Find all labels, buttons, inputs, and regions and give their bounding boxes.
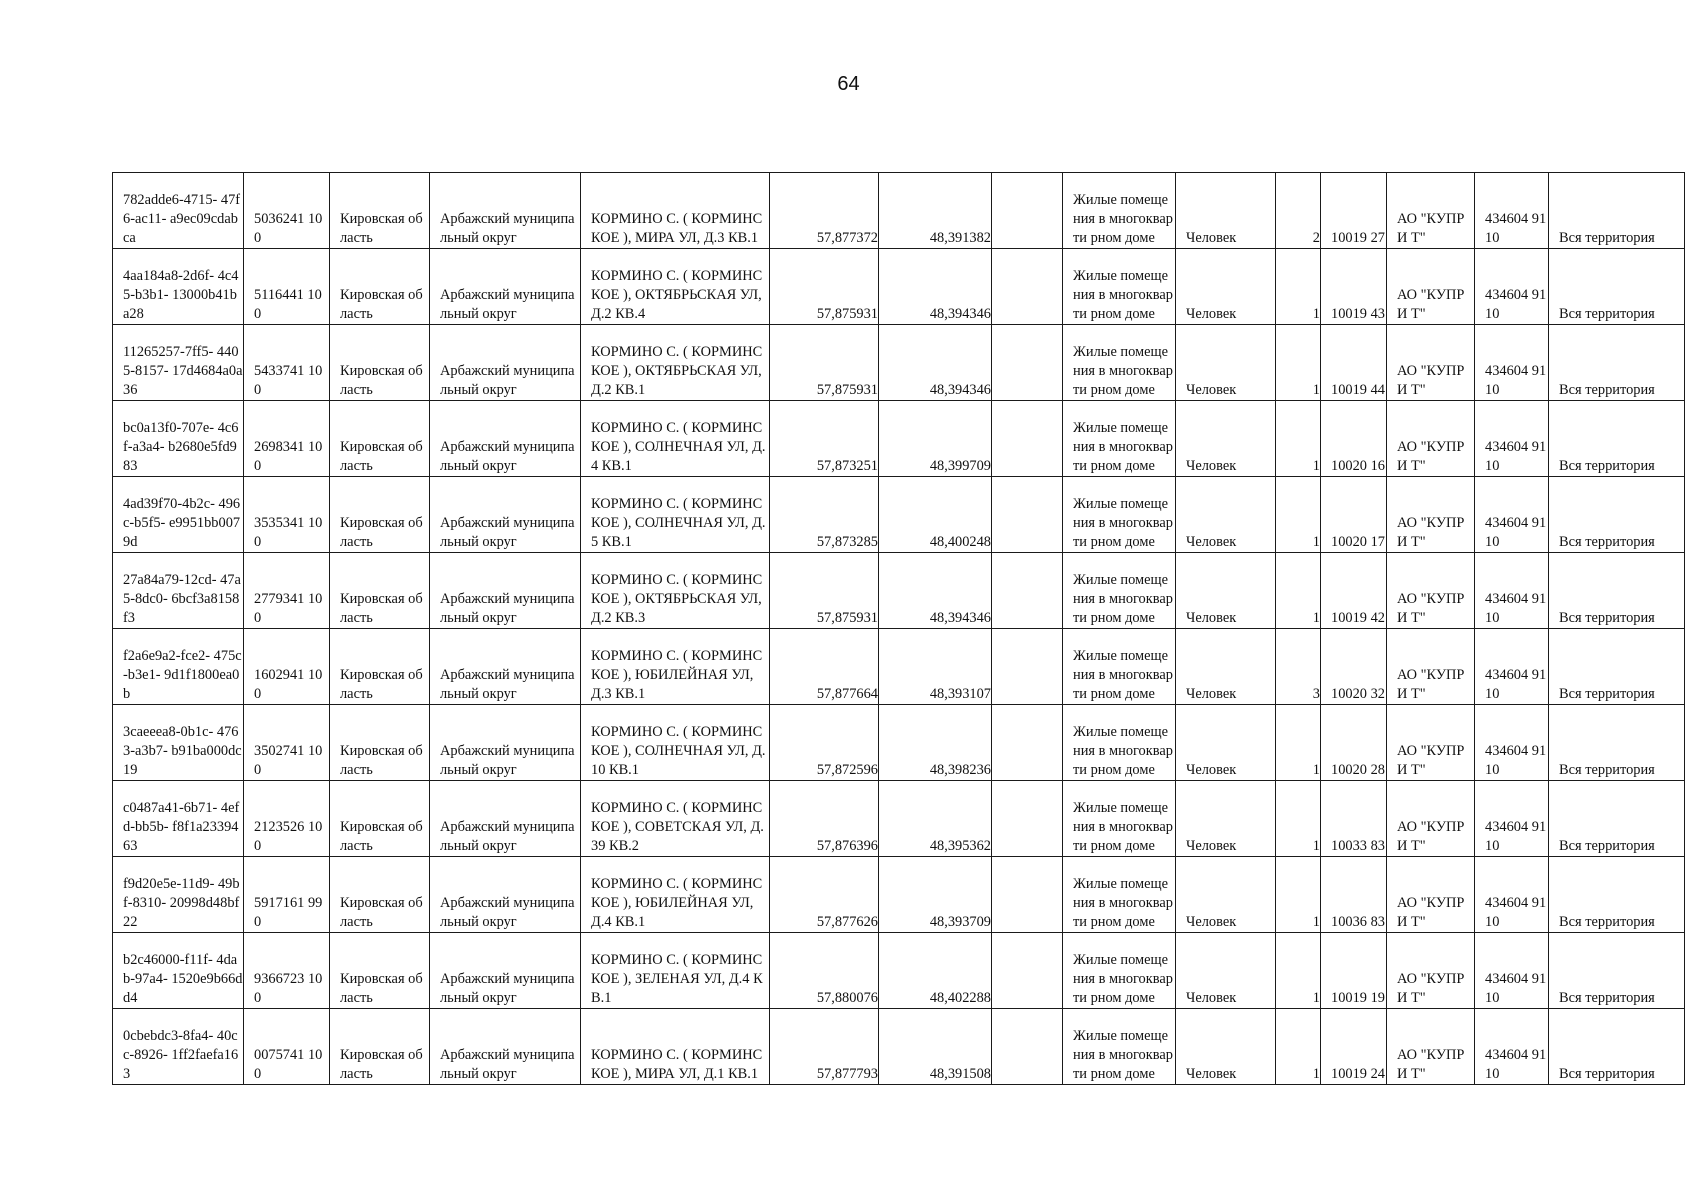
territory-cell: Вся территория — [1549, 477, 1685, 553]
district-cell: Арбажский муниципальный округ — [430, 173, 581, 249]
empty-cell — [992, 401, 1063, 477]
district-cell: Арбажский муниципальный округ — [430, 401, 581, 477]
count-cell: 3 — [1276, 629, 1321, 705]
inn-cell: 434604 9110 — [1475, 401, 1549, 477]
code-cell: 5433741 100 — [244, 325, 330, 401]
unit-cell: Человек — [1176, 857, 1276, 933]
unit-cell: Человек — [1176, 781, 1276, 857]
territory-cell: Вся территория — [1549, 857, 1685, 933]
district-cell: Арбажский муниципальный округ — [430, 553, 581, 629]
table-row — [113, 629, 1685, 705]
record-id-cell: c0487a41-6b71- 4efd-bb5b- f8f1a2339463 — [113, 781, 244, 857]
organization-cell: АО "КУПРИ Т" — [1387, 705, 1475, 781]
count-cell: 1 — [1276, 857, 1321, 933]
district-cell: Арбажский муниципальный округ — [430, 477, 581, 553]
inn-cell: 434604 9110 — [1475, 781, 1549, 857]
territory-cell: Вся территория — [1549, 629, 1685, 705]
empty-cell — [992, 553, 1063, 629]
page-number: 64 — [837, 73, 860, 95]
latitude-cell: 57,880076 — [770, 933, 879, 1009]
code-cell: 5116441 100 — [244, 249, 330, 325]
latitude-cell: 57,872596 — [770, 705, 879, 781]
empty-cell — [992, 857, 1063, 933]
empty-cell — [992, 781, 1063, 857]
inn-cell: 434604 9110 — [1475, 249, 1549, 325]
address-cell: КОРМИНО С. ( КОРМИНСКОЕ ), СОВЕТСКАЯ УЛ, Д.39 КВ.2 — [581, 781, 770, 857]
territory-cell: Вся территория — [1549, 781, 1685, 857]
premises-type-cell: Жилые помещения в многокварти рном доме — [1063, 401, 1176, 477]
unit-cell: Человек — [1176, 173, 1276, 249]
count-cell: 1 — [1276, 1009, 1321, 1085]
organization-cell: АО "КУПРИ Т" — [1387, 325, 1475, 401]
region-cell: Кировская область — [330, 553, 430, 629]
table-row — [113, 705, 1685, 781]
address-cell: КОРМИНО С. ( КОРМИНСКОЕ ), ОКТЯБРЬСКАЯ УЛ, Д.2 КВ.1 — [581, 325, 770, 401]
number-cell: 10020 32 — [1321, 629, 1387, 705]
inn-cell: 434604 9110 — [1475, 553, 1549, 629]
record-id-cell: f2a6e9a2-fce2- 475c-b3e1- 9d1f1800ea0b — [113, 629, 244, 705]
number-cell: 10036 83 — [1321, 857, 1387, 933]
inn-cell: 434604 9110 — [1475, 1009, 1549, 1085]
latitude-cell: 57,875931 — [770, 553, 879, 629]
count-cell: 1 — [1276, 249, 1321, 325]
address-cell: КОРМИНО С. ( КОРМИНСКОЕ ), СОЛНЕЧНАЯ УЛ, Д.5 КВ.1 — [581, 477, 770, 553]
inn-cell: 434604 9110 — [1475, 705, 1549, 781]
address-cell: КОРМИНО С. ( КОРМИНСКОЕ ), СОЛНЕЧНАЯ УЛ, Д.10 КВ.1 — [581, 705, 770, 781]
number-cell: 10019 27 — [1321, 173, 1387, 249]
record-id-cell: 3caeeea8-0b1c- 4763-a3b7- b91ba000dc19 — [113, 705, 244, 781]
premises-type-cell: Жилые помещения в многокварти рном доме — [1063, 1009, 1176, 1085]
organization-cell: АО "КУПРИ Т" — [1387, 629, 1475, 705]
unit-cell: Человек — [1176, 477, 1276, 553]
territory-cell: Вся территория — [1549, 1009, 1685, 1085]
count-cell: 1 — [1276, 477, 1321, 553]
table-row — [113, 325, 1685, 401]
premises-type-cell: Жилые помещения в многокварти рном доме — [1063, 933, 1176, 1009]
unit-cell: Человек — [1176, 401, 1276, 477]
longitude-cell: 48,400248 — [879, 477, 992, 553]
territory-cell: Вся территория — [1549, 173, 1685, 249]
longitude-cell: 48,393709 — [879, 857, 992, 933]
record-id-cell: 11265257-7ff5- 4405-8157- 17d4684a0a36 — [113, 325, 244, 401]
record-id-cell: 0cbebdc3-8fa4- 40cc-8926- 1ff2faefa163 — [113, 1009, 244, 1085]
code-cell: 2123526 100 — [244, 781, 330, 857]
number-cell: 10020 28 — [1321, 705, 1387, 781]
longitude-cell: 48,402288 — [879, 933, 992, 1009]
territory-cell: Вся территория — [1549, 325, 1685, 401]
latitude-cell: 57,873251 — [770, 401, 879, 477]
count-cell: 1 — [1276, 553, 1321, 629]
organization-cell: АО "КУПРИ Т" — [1387, 477, 1475, 553]
number-cell: 10019 19 — [1321, 933, 1387, 1009]
record-id-cell: 782adde6-4715- 47f6-ac11- a9ec09cdabca — [113, 173, 244, 249]
number-cell: 10019 42 — [1321, 553, 1387, 629]
number-cell: 10020 17 — [1321, 477, 1387, 553]
table-row — [113, 401, 1685, 477]
organization-cell: АО "КУПРИ Т" — [1387, 173, 1475, 249]
territory-cell: Вся территория — [1549, 933, 1685, 1009]
empty-cell — [992, 477, 1063, 553]
premises-type-cell: Жилые помещения в многокварти рном доме — [1063, 781, 1176, 857]
unit-cell: Человек — [1176, 1009, 1276, 1085]
longitude-cell: 48,394346 — [879, 325, 992, 401]
record-id-cell: 27a84a79-12cd- 47a5-8dc0- 6bcf3a8158f3 — [113, 553, 244, 629]
unit-cell: Человек — [1176, 933, 1276, 1009]
record-id-cell: 4ad39f70-4b2c- 496c-b5f5- e9951bb0079d — [113, 477, 244, 553]
district-cell: Арбажский муниципальный округ — [430, 1009, 581, 1085]
territory-cell: Вся территория — [1549, 553, 1685, 629]
organization-cell: АО "КУПРИ Т" — [1387, 249, 1475, 325]
region-cell: Кировская область — [330, 325, 430, 401]
unit-cell: Человек — [1176, 629, 1276, 705]
empty-cell — [992, 705, 1063, 781]
address-cell: КОРМИНО С. ( КОРМИНСКОЕ ), МИРА УЛ, Д.1 КВ.1 — [581, 1009, 770, 1085]
table-row — [113, 1009, 1685, 1085]
organization-cell: АО "КУПРИ Т" — [1387, 1009, 1475, 1085]
address-cell: КОРМИНО С. ( КОРМИНСКОЕ ), ЮБИЛЕЙНАЯ УЛ, Д.3 КВ.1 — [581, 629, 770, 705]
empty-cell — [992, 325, 1063, 401]
longitude-cell: 48,393107 — [879, 629, 992, 705]
district-cell: Арбажский муниципальный округ — [430, 705, 581, 781]
latitude-cell: 57,877372 — [770, 173, 879, 249]
latitude-cell: 57,876396 — [770, 781, 879, 857]
count-cell: 1 — [1276, 705, 1321, 781]
number-cell: 10019 43 — [1321, 249, 1387, 325]
region-cell: Кировская область — [330, 629, 430, 705]
inn-cell: 434604 9110 — [1475, 857, 1549, 933]
address-cell: КОРМИНО С. ( КОРМИНСКОЕ ), МИРА УЛ, Д.3 КВ.1 — [581, 173, 770, 249]
inn-cell: 434604 9110 — [1475, 325, 1549, 401]
inn-cell: 434604 9110 — [1475, 933, 1549, 1009]
code-cell: 9366723 100 — [244, 933, 330, 1009]
premises-type-cell: Жилые помещения в многокварти рном доме — [1063, 553, 1176, 629]
record-id-cell: f9d20e5e-11d9- 49bf-8310- 20998d48bf22 — [113, 857, 244, 933]
district-cell: Арбажский муниципальный округ — [430, 629, 581, 705]
registry-table — [112, 172, 1685, 1085]
unit-cell: Человек — [1176, 705, 1276, 781]
inn-cell: 434604 9110 — [1475, 477, 1549, 553]
organization-cell: АО "КУПРИ Т" — [1387, 933, 1475, 1009]
table-row — [113, 553, 1685, 629]
code-cell: 5036241 100 — [244, 173, 330, 249]
table-row — [113, 477, 1685, 553]
table-row — [113, 857, 1685, 933]
code-cell: 5917161 990 — [244, 857, 330, 933]
latitude-cell: 57,875931 — [770, 325, 879, 401]
longitude-cell: 48,394346 — [879, 249, 992, 325]
latitude-cell: 57,873285 — [770, 477, 879, 553]
longitude-cell: 48,395362 — [879, 781, 992, 857]
region-cell: Кировская область — [330, 401, 430, 477]
table-row — [113, 249, 1685, 325]
longitude-cell: 48,391382 — [879, 173, 992, 249]
count-cell: 1 — [1276, 401, 1321, 477]
empty-cell — [992, 173, 1063, 249]
address-cell: КОРМИНО С. ( КОРМИНСКОЕ ), СОЛНЕЧНАЯ УЛ, Д.4 КВ.1 — [581, 401, 770, 477]
organization-cell: АО "КУПРИ Т" — [1387, 401, 1475, 477]
region-cell: Кировская область — [330, 781, 430, 857]
organization-cell: АО "КУПРИ Т" — [1387, 781, 1475, 857]
count-cell: 2 — [1276, 173, 1321, 249]
longitude-cell: 48,399709 — [879, 401, 992, 477]
code-cell: 0075741 100 — [244, 1009, 330, 1085]
region-cell: Кировская область — [330, 933, 430, 1009]
territory-cell: Вся территория — [1549, 401, 1685, 477]
district-cell: Арбажский муниципальный округ — [430, 325, 581, 401]
number-cell: 10019 44 — [1321, 325, 1387, 401]
latitude-cell: 57,875931 — [770, 249, 879, 325]
district-cell: Арбажский муниципальный округ — [430, 857, 581, 933]
address-cell: КОРМИНО С. ( КОРМИНСКОЕ ), ЮБИЛЕЙНАЯ УЛ, Д.4 КВ.1 — [581, 857, 770, 933]
empty-cell — [992, 249, 1063, 325]
address-cell: КОРМИНО С. ( КОРМИНСКОЕ ), ОКТЯБРЬСКАЯ УЛ, Д.2 КВ.4 — [581, 249, 770, 325]
empty-cell — [992, 1009, 1063, 1085]
unit-cell: Человек — [1176, 249, 1276, 325]
region-cell: Кировская область — [330, 477, 430, 553]
code-cell: 2698341 100 — [244, 401, 330, 477]
inn-cell: 434604 9110 — [1475, 629, 1549, 705]
region-cell: Кировская область — [330, 249, 430, 325]
premises-type-cell: Жилые помещения в многокварти рном доме — [1063, 705, 1176, 781]
longitude-cell: 48,391508 — [879, 1009, 992, 1085]
empty-cell — [992, 629, 1063, 705]
code-cell: 2779341 100 — [244, 553, 330, 629]
record-id-cell: bc0a13f0-707e- 4c6f-a3a4- b2680e5fd983 — [113, 401, 244, 477]
organization-cell: АО "КУПРИ Т" — [1387, 857, 1475, 933]
address-cell: КОРМИНО С. ( КОРМИНСКОЕ ), ОКТЯБРЬСКАЯ УЛ, Д.2 КВ.3 — [581, 553, 770, 629]
premises-type-cell: Жилые помещения в многокварти рном доме — [1063, 173, 1176, 249]
count-cell: 1 — [1276, 325, 1321, 401]
territory-cell: Вся территория — [1549, 249, 1685, 325]
code-cell: 3502741 100 — [244, 705, 330, 781]
region-cell: Кировская область — [330, 857, 430, 933]
premises-type-cell: Жилые помещения в многокварти рном доме — [1063, 325, 1176, 401]
table-row — [113, 933, 1685, 1009]
premises-type-cell: Жилые помещения в многокварти рном доме — [1063, 477, 1176, 553]
empty-cell — [992, 933, 1063, 1009]
premises-type-cell: Жилые помещения в многокварти рном доме — [1063, 249, 1176, 325]
number-cell: 10020 16 — [1321, 401, 1387, 477]
table-row — [113, 781, 1685, 857]
latitude-cell: 57,877626 — [770, 857, 879, 933]
record-id-cell: 4aa184a8-2d6f- 4c45-b3b1- 13000b41ba28 — [113, 249, 244, 325]
region-cell: Кировская область — [330, 1009, 430, 1085]
code-cell: 1602941 100 — [244, 629, 330, 705]
premises-type-cell: Жилые помещения в многокварти рном доме — [1063, 629, 1176, 705]
number-cell: 10033 83 — [1321, 781, 1387, 857]
district-cell: Арбажский муниципальный округ — [430, 249, 581, 325]
longitude-cell: 48,398236 — [879, 705, 992, 781]
table-body — [113, 173, 1685, 1085]
territory-cell: Вся территория — [1549, 705, 1685, 781]
table-row — [113, 173, 1685, 249]
inn-cell: 434604 9110 — [1475, 173, 1549, 249]
unit-cell: Человек — [1176, 553, 1276, 629]
latitude-cell: 57,877793 — [770, 1009, 879, 1085]
unit-cell: Человек — [1176, 325, 1276, 401]
region-cell: Кировская область — [330, 705, 430, 781]
address-cell: КОРМИНО С. ( КОРМИНСКОЕ ), ЗЕЛЕНАЯ УЛ, Д.4 КВ.1 — [581, 933, 770, 1009]
district-cell: Арбажский муниципальный округ — [430, 933, 581, 1009]
longitude-cell: 48,394346 — [879, 553, 992, 629]
record-id-cell: b2c46000-f11f- 4dab-97a4- 1520e9b66dd4 — [113, 933, 244, 1009]
latitude-cell: 57,877664 — [770, 629, 879, 705]
count-cell: 1 — [1276, 933, 1321, 1009]
number-cell: 10019 24 — [1321, 1009, 1387, 1085]
region-cell: Кировская область — [330, 173, 430, 249]
count-cell: 1 — [1276, 781, 1321, 857]
district-cell: Арбажский муниципальный округ — [430, 781, 581, 857]
code-cell: 3535341 100 — [244, 477, 330, 553]
premises-type-cell: Жилые помещения в многокварти рном доме — [1063, 857, 1176, 933]
organization-cell: АО "КУПРИ Т" — [1387, 553, 1475, 629]
